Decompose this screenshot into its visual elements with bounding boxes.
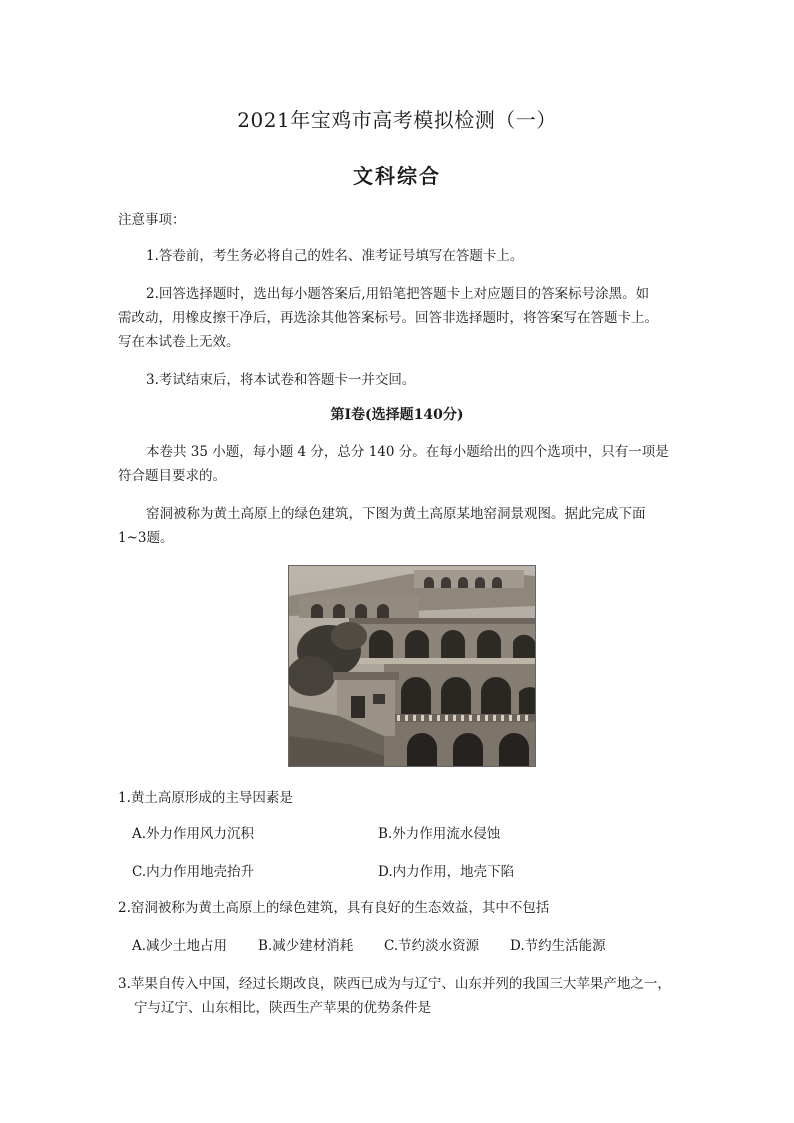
question-2-option-c: C.节约淡水资源 — [384, 938, 480, 954]
question-1-option-d: D.内力作用，地壳下陷 — [378, 864, 515, 880]
passage-line-2: 1~3题。 — [118, 530, 174, 546]
cave-dwelling-photo — [288, 565, 536, 767]
exam-subject: 文科综合 — [353, 164, 441, 188]
section-intro-line-1: 本卷共 35 小题，每小题 4 分，总分 140 分。在每小题给出的四个选项中，只有一项是 — [146, 444, 669, 460]
question-3-stem-line-1: 3.苹果自传入中国，经过长期改良，陕西已成为与辽宁、山东并列的我国三大苹果产地之一， — [118, 976, 671, 992]
question-1-option-c: C.内力作用地壳抬升 — [132, 864, 255, 880]
exam-title: 2021年宝鸡市高考模拟检测（一） — [237, 108, 557, 132]
note-item-2-line-3: 写在本试卷上无效。 — [118, 334, 240, 350]
question-1-option-b: B.外力作用流水侵蚀 — [378, 826, 501, 842]
section-intro-line-2: 符合题目要求的。 — [118, 468, 226, 484]
question-1-option-a: A.外力作用风力沉积 — [132, 826, 255, 842]
question-2-option-d: D.节约生活能源 — [510, 938, 606, 954]
note-item-3: 3.考试结束后，将本试卷和答题卡一并交回。 — [146, 372, 416, 388]
note-item-2-line-2: 需改动，用橡皮擦干净后，再选涂其他答案标号。回答非选择题时，将答案写在答题卡上。 — [118, 310, 658, 326]
passage-line-1: 窑洞被称为黄土高原上的绿色建筑，下图为黄土高原某地窑洞景观图。据此完成下面 — [146, 506, 646, 522]
note-item-2-line-1: 2.回答选择题时，选出每小题答案后,用铅笔把答题卡上对应题目的答案标号涂黑。如 — [146, 286, 650, 302]
question-2-stem: 2.窑洞被称为黄土高原上的绿色建筑，具有良好的生态效益，其中不包括 — [118, 900, 550, 916]
question-3-stem-line-2: 宁与辽宁、山东相比，陕西生产苹果的优势条件是 — [134, 1000, 431, 1016]
note-item-1: 1.答卷前，考生务必将自己的姓名、准考证号填写在答题卡上。 — [146, 248, 524, 264]
section-title: 第Ⅰ卷(选择题140分) — [330, 407, 464, 423]
question-2-option-a: A.减少土地占用 — [132, 938, 228, 954]
notes-heading: 注意事项： — [118, 212, 186, 228]
question-2-option-b: B.减少建材消耗 — [258, 938, 354, 954]
question-1-stem: 1.黄土高原形成的主导因素是 — [118, 790, 293, 806]
